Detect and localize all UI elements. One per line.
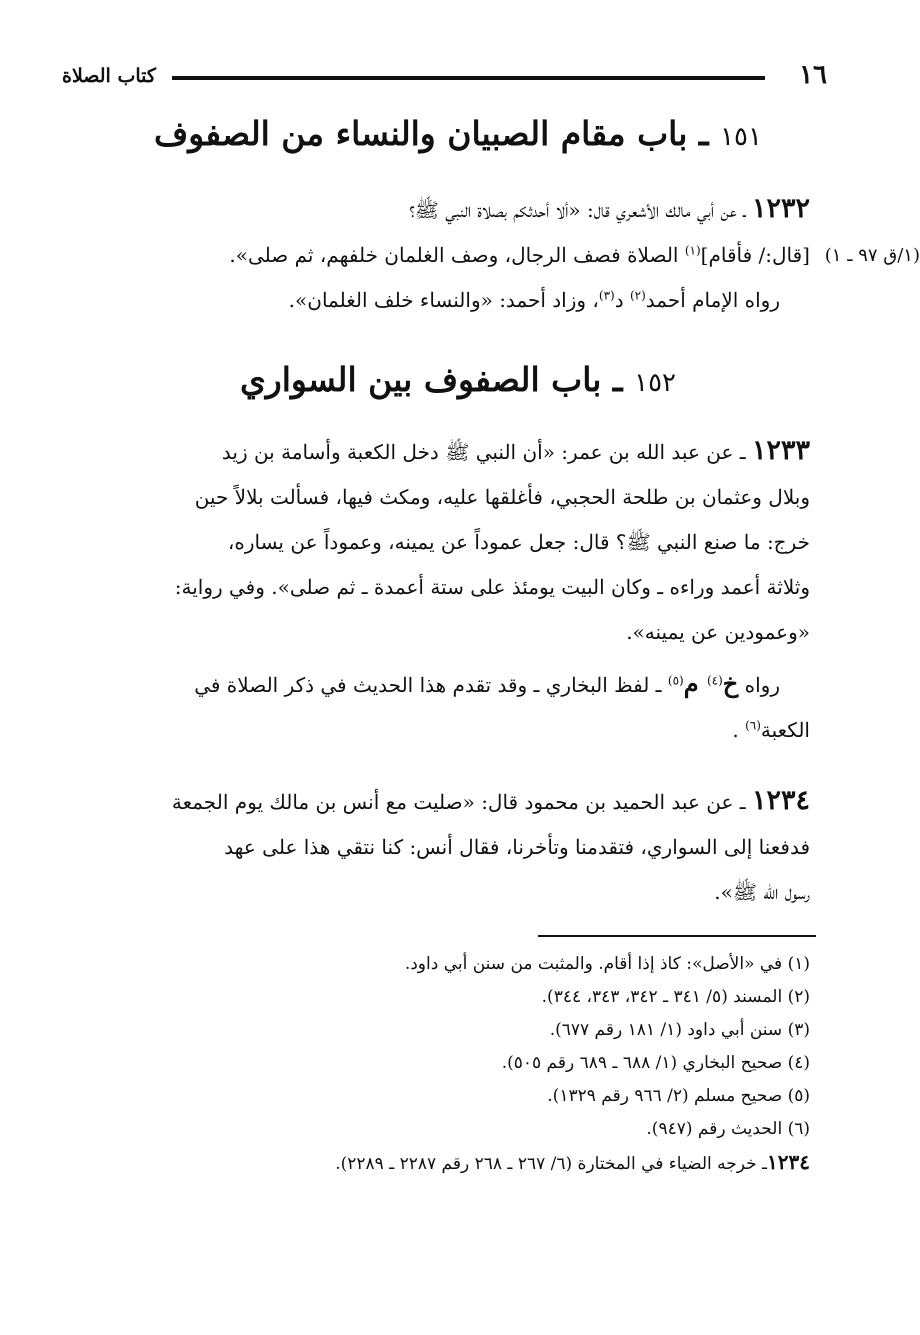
footnote-ref[interactable]: (١) [684, 243, 701, 258]
riwaya-text: رواه الإمام أحمد [645, 288, 780, 312]
footnotes [150, 948, 810, 1181]
chapter-number: ١٥١ [720, 122, 762, 152]
footnote-ref[interactable]: (٥) [667, 673, 684, 688]
text-line [74, 278, 810, 323]
source-symbol: خ [722, 669, 739, 698]
footnote-4: (٤) صحيح البخاري (١/ ٦٨٨ ـ ٦٨٩ رقم ٥٠٥). [501, 1053, 810, 1073]
hadith-text: ـ عن أبي مالك الأشعري قال: «ألا أحدثكم بصلاة النبي ﷺ؟ [409, 198, 746, 222]
text-line [74, 661, 810, 708]
riwaya-text: . [732, 718, 746, 742]
source-symbol: م [683, 669, 707, 698]
text-line [74, 186, 810, 233]
text-line: فدفعنا إلى السواري، فتقدمنا وتأخرنا، فقال أنس: كنا نتقي هذا على عهد [224, 835, 810, 859]
text-line: «وعمودين عن يمينه». [626, 620, 810, 644]
footnote-hadith-number: ١٢٣٤ [767, 1150, 810, 1174]
text-line: وبلال وعثمان بن طلحة الحجبي، فأغلقها عليه، ومكث فيها، فسألت بلالاً حين [194, 485, 810, 509]
chapter-151-heading [60, 112, 856, 159]
chapter-152-heading [60, 358, 856, 405]
hadith-text: ـ عن عبد الحميد بن محمود قال: «صليت مع أنس بن مالك يوم الجمعة [171, 790, 746, 814]
footnote-6: (٦) الحديث رقم (٩٤٧). [646, 1119, 810, 1139]
footnote-ref[interactable]: (٣) [598, 288, 615, 303]
riwaya-text: الكعبة [760, 718, 810, 742]
hadith-1234 [74, 778, 810, 915]
hadith-1233 [74, 428, 810, 753]
manuscript-marker: (١/ق ٩٧ ـ ١) [824, 245, 920, 266]
riwaya-text: ـ لفظ البخاري ـ وقد تقدم هذا الحديث في ذكر الصلاة في [194, 673, 668, 697]
footnote-separator [538, 935, 816, 937]
hadith-number: ١٢٣٢ [751, 193, 810, 224]
hadith-text: [قال:/ فأقام] [700, 243, 810, 267]
hadith-1232 [74, 186, 810, 323]
hadith-number: ١٢٣٤ [751, 785, 810, 816]
footnote-5: (٥) صحيح مسلم (٢/ ٩٦٦ رقم ١٣٢٩). [547, 1086, 810, 1106]
hadith-text: الصلاة فصف الرجال، وصف الغلمان خلفهم، ثم صلى». [229, 243, 685, 267]
book-title: كتاب الصلاة [62, 65, 156, 87]
text-line: خرج: ما صنع النبي ﷺ؟ قال: جعل عموداً عن يمينه، وعموداً عن يساره، [227, 530, 810, 554]
riwaya-text: ، وزاد أحمد: «والنساء خلف الغلمان». [288, 288, 599, 312]
text-line [74, 233, 810, 278]
footnote-1: (١) في «الأصل»: كاذ إذا أقام. والمثبت من سنن أبي داود. [404, 954, 810, 974]
footnote-2: (٢) المسند (٥/ ٣٤١ ـ ٣٤٢، ٣٤٣، ٣٤٤). [541, 987, 810, 1007]
text-line: وثلاثة أعمد وراءه ـ وكان البيت يومئذ على ستة أعمدة ـ ثم صلى». وفي رواية: [174, 575, 810, 599]
riwaya-text: رواه [738, 673, 780, 697]
running-header [62, 58, 827, 98]
page-number: ١٦ [799, 60, 827, 90]
footnote-3: (٣) سنن أبي داود (١/ ١٨١ رقم ٦٧٧). [549, 1020, 810, 1040]
footnote-1234 [150, 1146, 810, 1181]
header-rule [172, 76, 765, 80]
chapter-number: ١٥٢ [634, 368, 677, 398]
footnote-ref[interactable]: (٤) [706, 673, 723, 688]
text-line [74, 708, 810, 753]
riwaya-text: د [614, 288, 630, 312]
footnote-text: ـ خرجه الضياء في المختارة (٦/ ٢٦٧ ـ ٢٦٨ رقم ٢٢٨٧ ـ ٢٢٨٩). [335, 1154, 768, 1174]
footnote-ref[interactable]: (٢) [629, 288, 646, 303]
text-line [74, 778, 810, 825]
chapter-title: ـ باب الصفوف بين السواري [239, 360, 623, 399]
hadith-number: ١٢٣٣ [751, 435, 810, 466]
text-line: رسول الله ﷺ». [714, 880, 810, 904]
text-line [74, 428, 810, 475]
chapter-title: ـ باب مقام الصبيان والنساء من الصفوف [154, 114, 709, 153]
footnote-ref[interactable]: (٦) [745, 718, 761, 733]
hadith-text: ـ عن عبد الله بن عمر: «أن النبي ﷺ دخل الكعبة وأسامة بن زيد [221, 440, 746, 464]
